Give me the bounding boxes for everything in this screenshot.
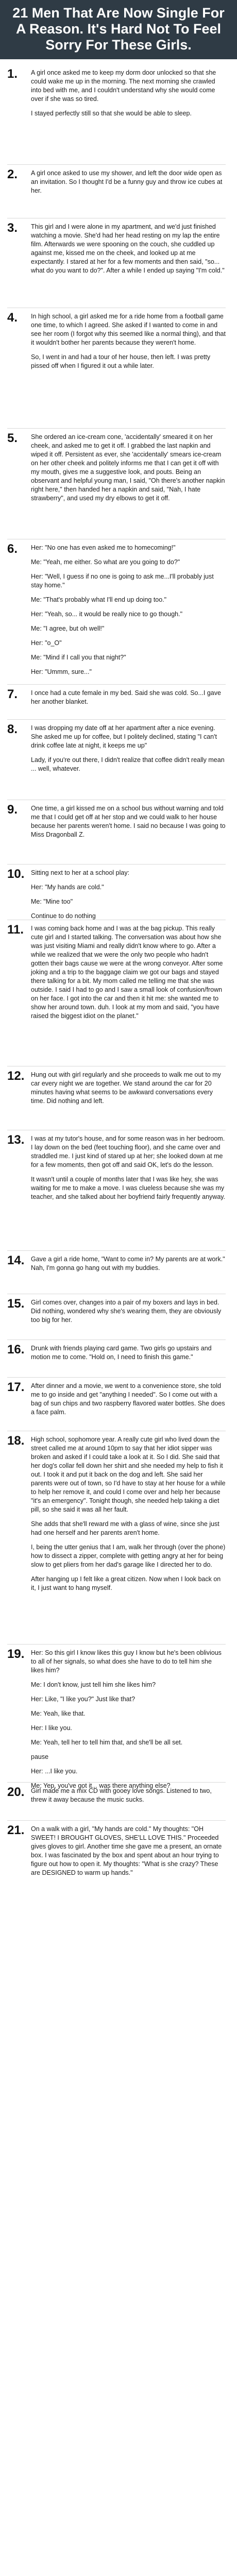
- item-body: [31, 64, 226, 164]
- item-paragraph: Me: Yeah, tell her to tell him that, and she'll be all set.: [31, 1739, 183, 1746]
- list-item: [7, 428, 226, 539]
- item-number: 18.: [7, 1434, 25, 1448]
- item-paragraph: Me: "Mind if I call you that night?": [31, 654, 126, 661]
- list-item: [7, 920, 226, 1066]
- item-number: 1.: [7, 67, 18, 81]
- list-item: [7, 1066, 226, 1130]
- item-paragraph: Hung out with girl regularly and she proceeds to walk me out to my car every night we are together. We stand around the car for 20 minutes having what seems to be awkward conversations every time. Did nothing and left.: [31, 1071, 223, 1105]
- item-number: 19.: [7, 1647, 25, 1661]
- item-body: [31, 1645, 226, 1789]
- item-paragraph: I was coming back home and I was at the bag pickup. This really cute girl and I started talking. The conversation was about how she was just visiting Miami and really didn't know where to go. After a while we realized that we were the only two people who hadn't gotten their bags cause we were at the wrong conveyor. After some joking and a trip to the baggage claim we got our bags and stayed there talking for a bit. My mom called me telling me that she was outside. I said I had to go and I saw a small look of confusion/frown on her face. I got into the car and then it hit me: she wanted me to show her around town. duh. I look at my mom and said, "you have raised the biggest idiot on the planet.": [31, 925, 225, 1020]
- item-body: [31, 429, 226, 539]
- item-body: [31, 165, 226, 218]
- item-paragraph: I, being the utter genius that I am, walk her through (over the phone) how to dissect a zipper, complete with getting angry at her for being slow to get pliers from her dad's garage like I directed her to do.: [31, 1544, 227, 1568]
- item-paragraph: Me: I don't know, just tell him she likes him?: [31, 1681, 156, 1688]
- item-number: 17.: [7, 1380, 25, 1394]
- item-paragraph: Continue to do nothing: [31, 912, 96, 920]
- item-body: [31, 218, 226, 308]
- item-paragraph: She ordered an ice-cream cone, 'accidentally' smeared it on her cheek, and asked me to get it off. I grabbed the last napkin and wiped it off. Persistent as ever, she 'accidentally' smears ice-cream on her other cheek and politely informs me that I can get it off with my mouth, gives me a suggestive look, and pouts. Being an observant and helpful young man, I said, "Oh there's another napkin right here," then handed her a napkin and said, "Nah, I hate strawberry", and used my dry elbows to get it off.: [31, 433, 227, 502]
- item-paragraph: I stayed perfectly still so that she would be able to sleep.: [31, 110, 192, 117]
- item-paragraph: Girl made me a mix CD with gooey love songs. Listened to two, threw it away because the music sucks.: [31, 1787, 214, 1803]
- item-paragraph: Me: Yeah, like that.: [31, 1710, 86, 1717]
- item-number: 14.: [7, 1253, 25, 1267]
- item-number: 3.: [7, 221, 18, 235]
- item-number: 20.: [7, 1785, 25, 1799]
- page-title: 21 Men That Are Now Single For A Reason. It's Hard Not To Feel Sorry For These Girls.: [0, 0, 237, 59]
- item-body: [31, 1130, 226, 1250]
- item-paragraph: Her: "Yeah, so... it would be really nice to go though.": [31, 611, 183, 618]
- list-item: [7, 1294, 226, 1340]
- item-paragraph: This girl and I were alone in my apartment, and we'd just finished watching a movie. She'd had her head resting on my lap the entire film. Afterwards we were spooning on the couch, she cuddled up against me, kissed me on the cheek, and looked up at me expectantly. I stared at her for a few moments and then said, "so... what do you want to do?". After a while I ended up saying "I'm cold.": [31, 223, 225, 274]
- item-body: [31, 1340, 226, 1377]
- item-body: [31, 1821, 226, 1881]
- item-number: 5.: [7, 431, 18, 445]
- item-body: [31, 920, 226, 1066]
- item-list: [0, 59, 237, 1881]
- list-item: [7, 719, 226, 800]
- list-item: [7, 1130, 226, 1250]
- list-item: [7, 1340, 226, 1377]
- item-body: [31, 308, 226, 428]
- item-paragraph: I was at my tutor's house, and for some reason was in her bedroom. I lay down on the bed (feet touching floor), and she came over and straddled me. I just kind of stared up at her; she looked down at me for a few moments, then got off and said OK, let's do the lesson.: [31, 1135, 227, 1168]
- list-item: [7, 800, 226, 864]
- item-number: 15.: [7, 1297, 25, 1311]
- item-paragraph: Her: Like, "I like you?" Just like that?: [31, 1696, 136, 1703]
- item-body: [31, 1294, 226, 1340]
- item-paragraph: Me: "Mine too": [31, 898, 73, 905]
- item-number: 9.: [7, 803, 18, 817]
- list-item: [7, 64, 226, 164]
- list-item: [7, 218, 226, 308]
- item-paragraph: A girl once asked me to keep my dorm door unlocked so that she could wake me up in the morning. The next morning she crawled into bed with me, and I couldn't understand why she would come over if she was so tired.: [31, 69, 218, 103]
- item-paragraph: One time, a girl kissed me on a school bus without warning and told me that I could get off at her stop and we could walk to her house because her parents weren't home. I said no because I was going to Miss Dragonball Z.: [31, 805, 228, 838]
- item-paragraph: Girl comes over, changes into a pair of my boxers and lays in bed. Did nothing, wondered why she's wearing them, they are obviously too big for her.: [31, 1299, 223, 1324]
- item-body: [31, 1066, 226, 1130]
- item-paragraph: High school, sophomore year. A really cute girl who lived down the street called me at around 10pm to say that her idiot sipper was broken and asked if I could take a look at it. So I did. She said that her dog's collar fell down her shirt and she needed my help to fish it out. I took it and put it back on the dog and left. She said her parents were out of town, so I'd have to stay at her house for a while to help her remove it, and could I come over and help her because "it's an emergency". Tonight though, she needed help taking a diet pill, so she said it was all her fault.: [31, 1436, 228, 1513]
- item-body: [31, 1783, 226, 1820]
- list-item: [7, 539, 226, 684]
- item-body: [31, 1431, 226, 1644]
- list-item: [7, 1820, 226, 1881]
- item-number: 16.: [7, 1343, 25, 1357]
- list-item: [7, 308, 226, 428]
- item-number: 13.: [7, 1133, 25, 1147]
- item-paragraph: Gave a girl a ride home, "Want to come in? My parents are at work." Nah, I'm gonna go hang out with my buddies.: [31, 1256, 227, 1272]
- item-body: [31, 539, 226, 684]
- item-number: 2.: [7, 167, 18, 181]
- list-item: [7, 1431, 226, 1644]
- item-number: 10.: [7, 867, 25, 881]
- item-number: 21.: [7, 1823, 25, 1837]
- item-paragraph: pause: [31, 1753, 49, 1760]
- item-number: 11.: [7, 923, 24, 937]
- item-paragraph: In high school, a girl asked me for a ride home from a football game one time, to which I agreed. She asked if I wanted to come in and see her room (I forgot why this seemed like a normal thing), and that it wouldn't bother her parents because they weren't home.: [31, 313, 228, 346]
- list-item: [7, 864, 226, 920]
- item-body: [31, 685, 226, 719]
- item-body: [31, 865, 226, 920]
- list-item: [7, 1250, 226, 1294]
- item-paragraph: So, I went in and had a tour of her house, then left. I was pretty pissed off when I figured it out a while later.: [31, 353, 212, 369]
- item-paragraph: A girl once asked to use my shower, and left the door wide open as an invitation. So I thought I'd be a funny guy and throw ice cubes at her.: [31, 170, 224, 194]
- list-item: [7, 1644, 226, 1789]
- item-number: 8.: [7, 722, 18, 736]
- item-paragraph: Her: "No one has even asked me to homecoming!": [31, 544, 176, 551]
- item-paragraph: It wasn't until a couple of months later that I was like hey, she was waiting for me to make a move. I was clueless because she was my teacher, and she talked about her boyfriend fairly frequently anyway.: [31, 1176, 226, 1200]
- item-paragraph: Lady, if you're out there, I didn't realize that coffee didn't really mean ... well, whatever.: [31, 756, 227, 772]
- item-body: [31, 720, 226, 800]
- item-paragraph: Me: "That's probably what I'll end up doing too.": [31, 596, 167, 603]
- item-paragraph: Her: ...I like you.: [31, 1768, 78, 1775]
- item-paragraph: Her: "o_O": [31, 639, 62, 647]
- item-paragraph: I was dropping my date off at her apartment after a nice evening. She asked me up for coffee, but I politely declined, stating "I can't drink coffee late at night, it keeps me up": [31, 724, 219, 749]
- item-paragraph: After hanging up I felt like a great citizen. Now when I look back on it, I just want to hang myself.: [31, 1575, 223, 1591]
- list-item: [7, 1377, 226, 1431]
- item-paragraph: After dinner and a movie, we went to a convenience store, she told me to go inside and get "anything I needed". So I come out with a bag of sun chips and two raspberry flavored water bottles. She does a face palm.: [31, 1382, 227, 1416]
- item-paragraph: I once had a cute female in my bed. Said she was cold. So...I gave her another blanket.: [31, 689, 223, 705]
- item-paragraph: On a walk with a girl, "My hands are cold." My thoughts: "OH SWEET! I BROUGHT GLOVES, SHE'LL LOVE THIS." Proceeded gives gloves to girl. Another time she gave me a present, an ornate box. I was fascinated by the box and spent about an hour trying to figure out how to open it. My thoughts: "What is she crazy? These are DESIGNED to warm up hands.": [31, 1825, 224, 1876]
- list-item: [7, 1782, 226, 1820]
- item-number: 6.: [7, 542, 18, 556]
- item-paragraph: Drunk with friends playing card game. Two girls go upstairs and motion me to come. "Hold on, I need to finish this game.": [31, 1345, 214, 1361]
- item-body: [31, 1378, 226, 1431]
- item-body: [31, 1251, 226, 1294]
- item-number: 12.: [7, 1069, 25, 1083]
- item-paragraph: Her: "Well, I guess if no one is going to ask me...I'll probably just stay home.": [31, 573, 216, 589]
- item-number: 4.: [7, 311, 18, 325]
- item-paragraph: Sitting next to her at a school play:: [31, 869, 130, 876]
- item-paragraph: Me: "I agree, but oh well!": [31, 625, 105, 632]
- item-body: [31, 800, 226, 864]
- list-item: [7, 164, 226, 218]
- item-paragraph: Me: Yep, you've got it... was there anything else?: [31, 1782, 171, 1789]
- item-paragraph: Her: I like you.: [31, 1724, 72, 1732]
- item-paragraph: Her: "Ummm, sure...": [31, 668, 92, 675]
- item-paragraph: Me: "Yeah, me either. So what are you going to do?": [31, 558, 180, 566]
- item-paragraph: Her: So this girl I know likes this guy I know but he's been oblivious to all of her signals, so what does she have to do to tell him she likes him?: [31, 1649, 224, 1674]
- list-item: [7, 684, 226, 719]
- item-paragraph: She adds that she'll reward me with a glass of wine, since she just had one herself and her parents aren't home.: [31, 1520, 222, 1536]
- item-number: 7.: [7, 687, 18, 701]
- item-paragraph: Her: "My hands are cold.": [31, 884, 104, 891]
